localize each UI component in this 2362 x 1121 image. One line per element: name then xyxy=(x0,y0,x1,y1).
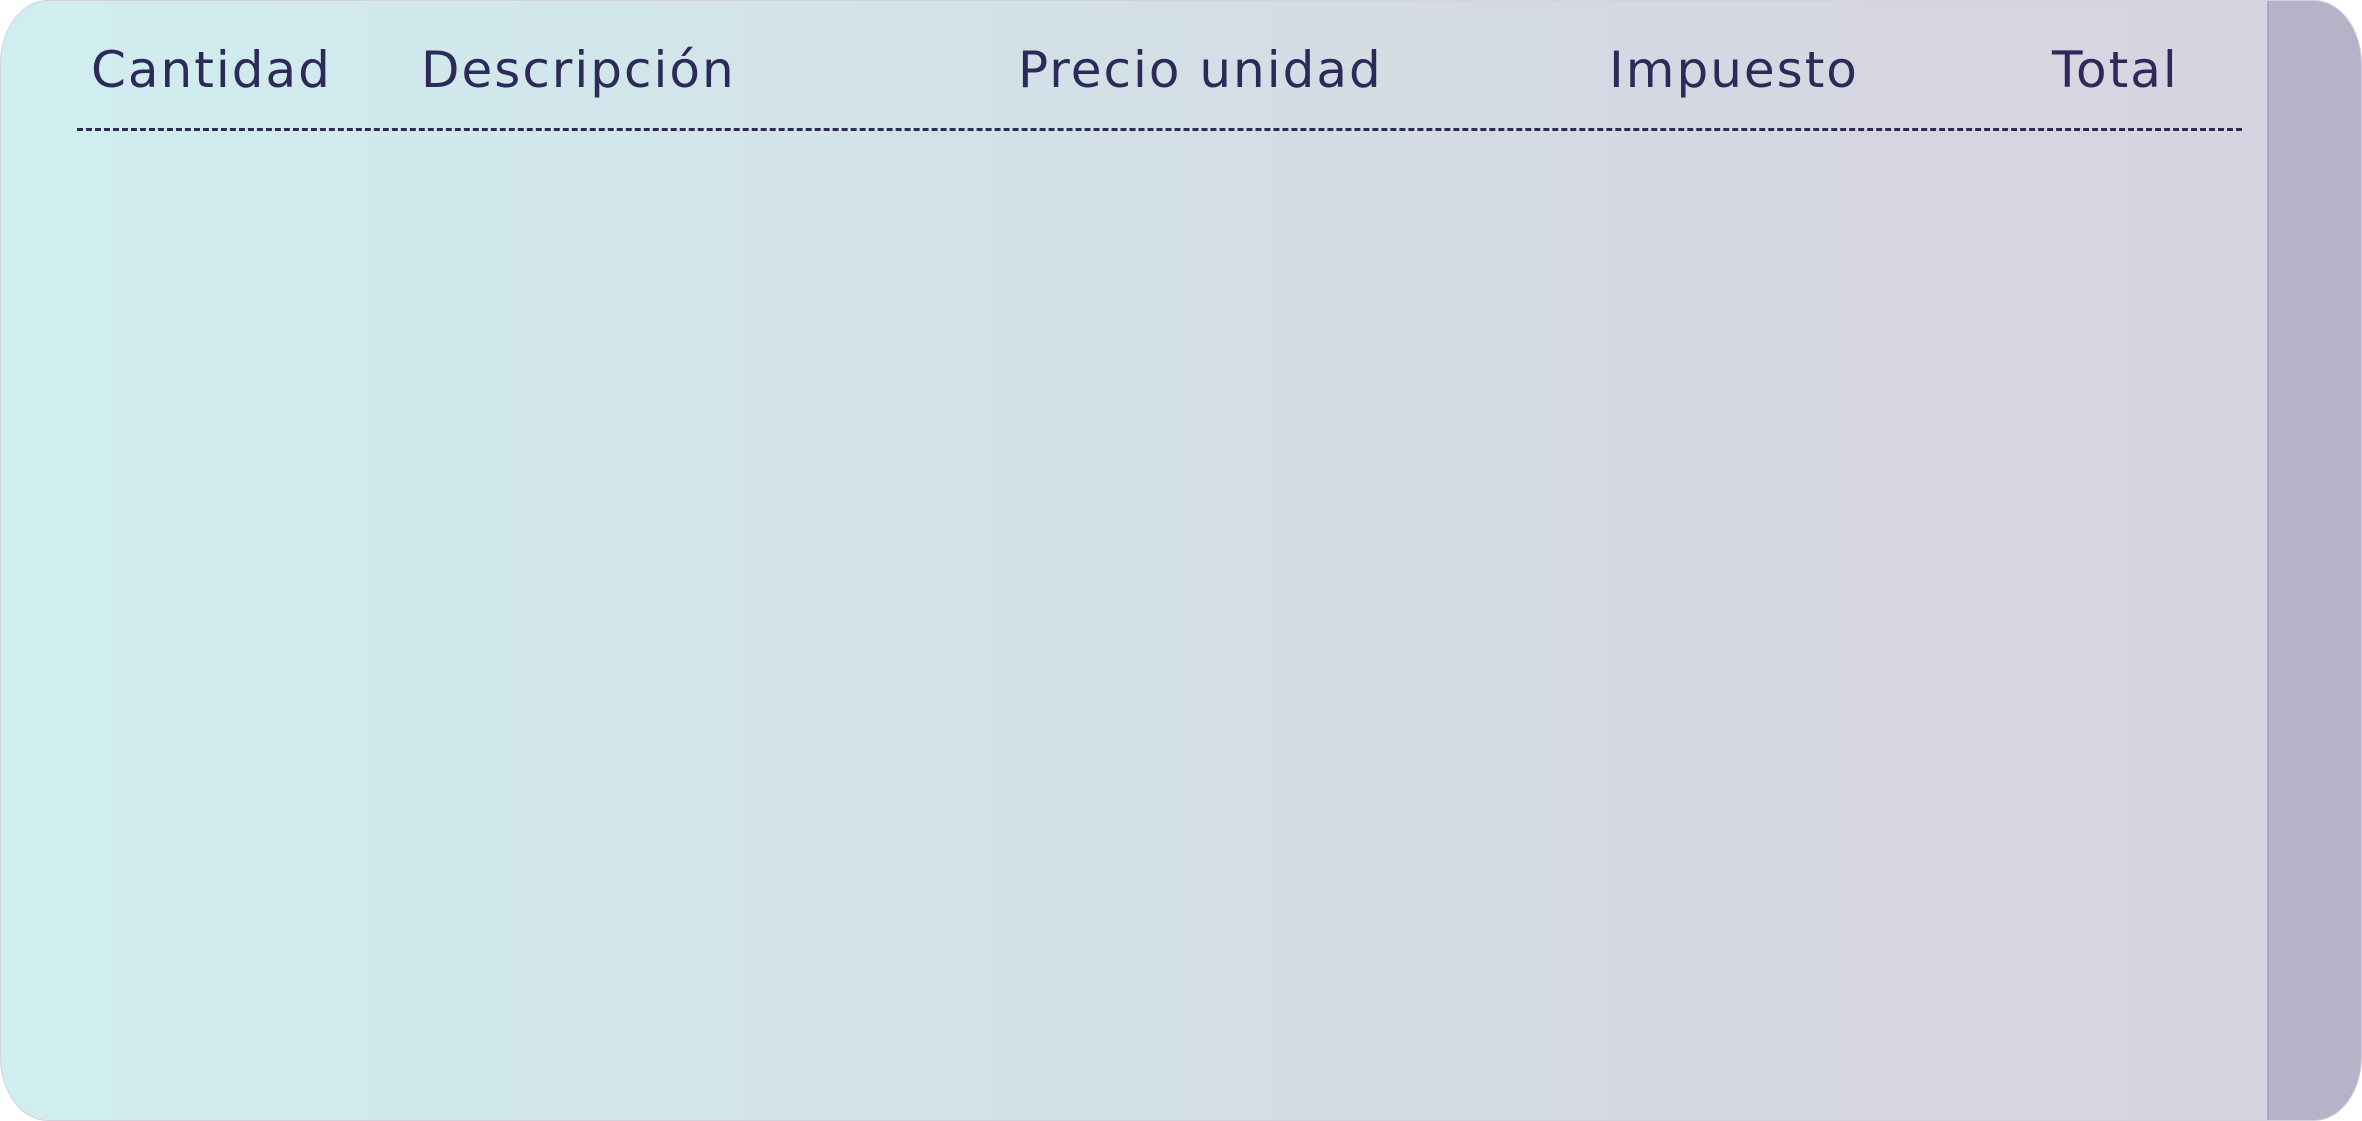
column-header-description: Descripción xyxy=(421,41,736,99)
column-header-unit-price: Precio unidad xyxy=(1018,41,1383,99)
header-divider xyxy=(77,128,2242,131)
column-header-tax: Impuesto xyxy=(1609,41,1859,99)
table-body xyxy=(77,141,2242,1101)
column-header-total: Total xyxy=(2052,41,2179,99)
vertical-scrollbar[interactable] xyxy=(2267,1,2361,1120)
column-header-quantity: Cantidad xyxy=(91,41,332,99)
